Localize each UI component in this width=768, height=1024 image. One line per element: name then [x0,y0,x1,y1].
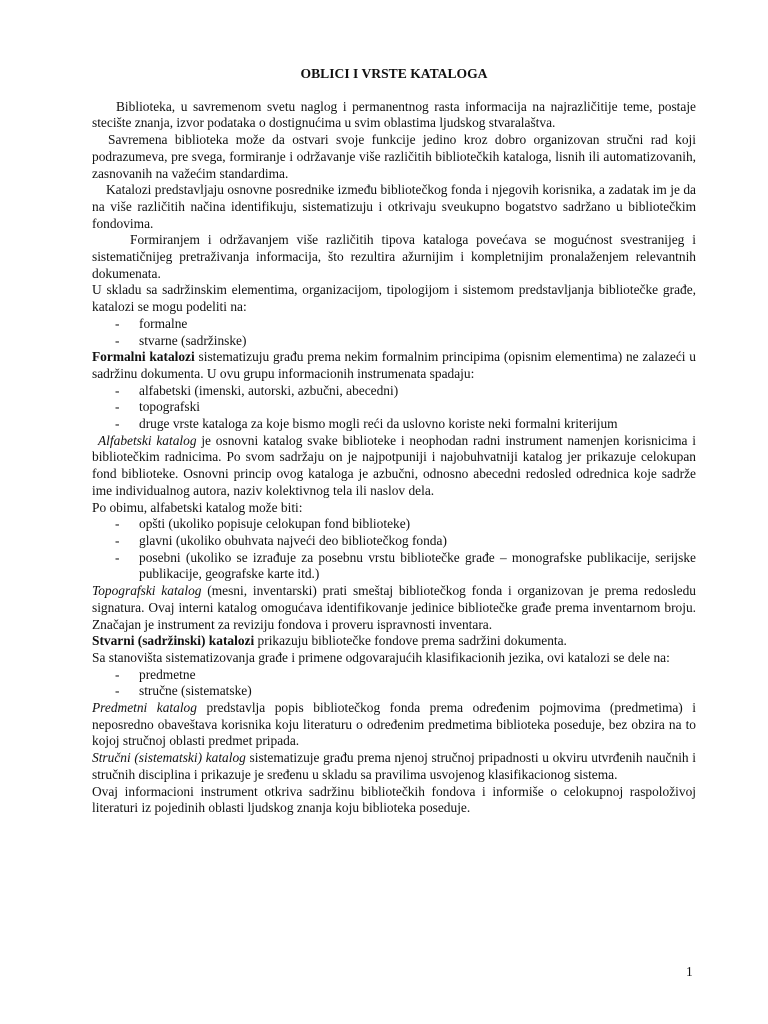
paragraph-systematic-catalog: Stručni (sistematski) katalog sistematizuje građu prema njenoj stručnoj pripadnosti u okviru utvrđenih naučnih i stručnih disciplina i prikazuje je sređenu u skladu sa pravilima usvojenog klasifikacionog sistema. [92,750,697,782]
list-item: - druge vrste kataloga za koje bismo mogli reći da uslovno koriste neki formalni kriterijum [92,416,696,433]
list-item: - posebni (ukoliko se izrađuje za posebnu vrstu bibliotečke građe – monografske publikacije, serijske publikacije, geografske karte itd.) [92,550,696,583]
paragraph-modern-library: Savremena biblioteka može da ostvari svoje funkcije jedino kroz dobro organizovan stručni rad koji podrazumeva, pre svega, formiranje i održavanje više različitih bibliotečkih kataloga, lisnih ili automatizovanih, zasnovanih na važećim standardima. [92,132,696,181]
document-page [92,66,696,817]
list-item: - stvarne (sadržinske) [92,333,696,350]
paragraph-topographic-catalog: Topografski katalog (mesni, inventarski) prati smeštaj bibliotečkog fonda i organizovan je prema redosledu signatura. Ovaj interni katalog omogućava identifikovanje jedinice bibliotečke građe prema inventarnom broju. Značajan je instrument za reviziju fondova i proveru ispravnosti inventara. [92,583,696,632]
paragraph-intro: Biblioteka, u savremenom svetu naglog i permanentnog rasta informacija na najrazličitije teme, postaje stecište znanja, izvor podataka o dostignućima u svim oblastima ljudskog stvaralaštva. [92,98,696,131]
list-item: - formalne [92,316,696,333]
paragraph-subject-catalog: Predmetni katalog predstavlja popis bibliotečkog fonda prema određenim pojmovima (predmetima) i neposredno obaveštava korisnika koju literaturu o određenim predmetima biblioteka poseduje, bez obzira na to kojoj stručnoj oblasti predmet pripada. [92,700,696,749]
paragraph-subject-catalogs: Stvarni (sadržinski) katalozi prikazuju bibliotečke fondove prema sadržini dokumenta. [92,633,567,649]
list-alphabetic-scope [92,516,696,583]
paragraph-catalog-types: Formiranjem i održavanjem više različitih tipova kataloga povećava se mogućnost svestranijeg i sistematičnijeg pretraživanja informacija, što rezultira ažurnijim i kompletnijim pronalaženjem relevantnih dokumenata. [92,232,696,281]
list-item: - alfabetski (imenski, autorski, azbučni, abecedni) [92,383,696,400]
list-item: - stručne (sistematske) [92,683,696,700]
term-systematic-catalog: Stručni (sistematski) katalog [92,750,246,766]
paragraph-division: U skladu sa sadržinskim elementima, organizacijom, tipologijom i sistemom predstavljanja bibliotečke građe, katalozi se mogu podeliti na: [92,282,696,315]
paragraph-catalogs-role: Katalozi predstavljaju osnovne posrednike između bibliotečkog fonda i njegovih korisnika, a zadatak im je da na više različitih načina identifikuju, sistematizuju i otkrivaju sveukupno bogatstvo sadržano u bibliotečkim fondovima. [92,182,696,231]
list-catalog-division [92,316,696,349]
paragraph-alphabetic-catalog: Alfabetski katalog je osnovni katalog svake biblioteke i neophodan radni instrument namenjen korisnicima i bibliotečkim radnicima. Po svom sadržaju on je najpotpuniji i najobuhvatniji katalog jer prikazuje celokupan fond biblioteke. Osnovni princip ovog kataloga je azbučni, odnosno abecedni redosled odrednica koje sadrže ime individualnog autora, naziv kolektivnog tela ili naslov dela. [92,432,697,498]
term-subject-catalog: Predmetni katalog [92,700,197,716]
term-topographic-catalog: Topografski katalog [92,583,202,599]
term-formal-catalogs: Formalni katalozi [92,349,195,365]
term-alphabetic-catalog: Alfabetski katalog [98,432,197,448]
document-title: OBLICI I VRSTE KATALOGA [300,66,488,81]
paragraph-formal-catalogs: Formalni katalozi sistematizuju građu prema nekim formalnim principima (opisnim elementima) ne zalazeći u sadržinu dokumenta. U ovu grupu informacionih instrumenata spadaju: [92,349,697,381]
paragraph-closing: Ovaj informacioni instrument otkriva sadržinu bibliotečkih fondova i informiše o celokupnoj raspoloživoj literaturi iz pojedinih oblasti ljudskog znanja koju biblioteka poseduje. [92,783,696,816]
page-number: 1 [686,964,693,979]
list-item: - topografski [92,399,696,416]
paragraph-scope: Po obimu, alfabetski katalog može biti: [92,499,303,515]
list-item: - predmetne [92,667,696,684]
list-subject-catalogs [92,667,696,700]
paragraph-classification: Sa stanovišta sistematizovanja građe i primene odgovarajućih klasifikacionih jezika, ovi katalozi se dele na: [92,649,670,665]
list-item: - glavni (ukoliko obuhvata najveći deo bibliotečkog fonda) [92,533,696,550]
list-item: - opšti (ukoliko popisuje celokupan fond biblioteke) [92,516,696,533]
list-formal-catalogs [92,383,696,433]
term-subject-catalogs: Stvarni (sadržinski) katalozi [92,633,255,649]
